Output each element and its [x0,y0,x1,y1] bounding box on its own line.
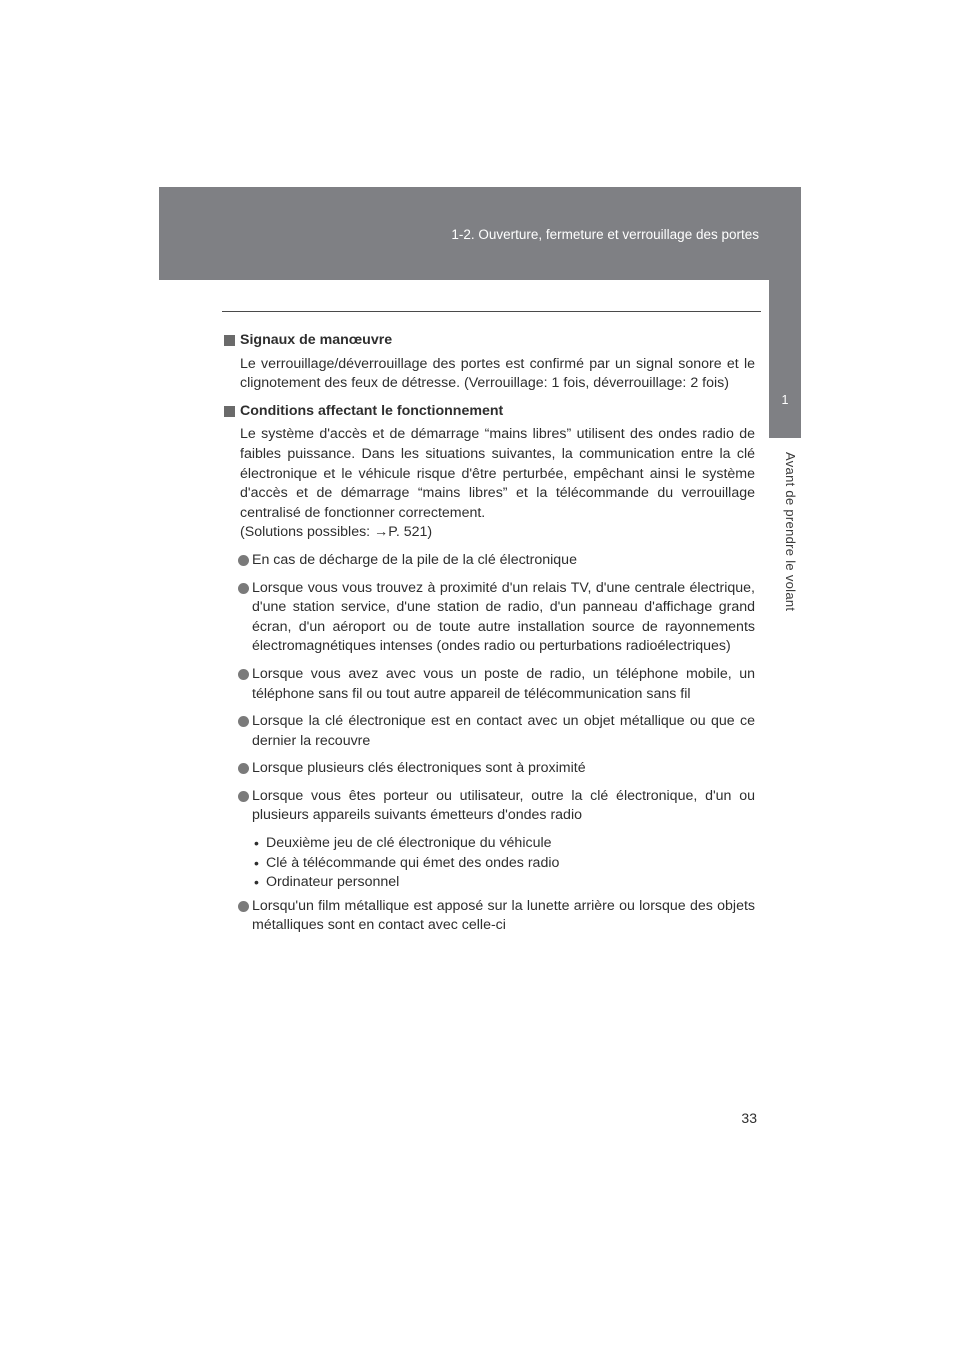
circle-bullet-icon [238,669,249,680]
list-item-text: Lorsqu'un film métallique est apposé sur la lunette arrière ou lorsque des objets métalliques sont en contact avec celle-ci [252,897,755,934]
square-bullet-icon [224,335,235,346]
small-bullet-icon: • [254,835,259,852]
divider [222,311,761,312]
circle-bullet-icon [238,716,249,727]
list-item-text: Lorsque vous avez avec vous un poste de radio, un téléphone mobile, un téléphone sans fil ou tout autre appareil de télécommunication sans fil [252,665,755,702]
circle-bullet-icon [238,583,249,594]
square-bullet-icon [224,406,235,417]
list-item [224,665,755,704]
list-item-text: Lorsque la clé électronique est en contact avec un objet métallique ou que ce dernier la recouvre [252,713,755,749]
chapter-label: Avant de prendre le volant [783,452,798,612]
page-number: 33 [741,1110,757,1126]
page-reference: (Solutions possibles: →P. 521) [240,524,433,541]
chapter-number: 1 [781,393,789,407]
sub-list-item-text: Clé à télécommande qui émet des ondes radio [266,854,560,871]
circle-bullet-icon [238,901,249,912]
list-item-text: En cas de décharge de la pile de la clé électronique [252,551,577,568]
list-item-text: Lorsque vous vous trouvez à proximité d'un relais TV, d'une centrale électrique, d'une station service, d'une station de radio, d'un panneau d'affichage grand écran, d'un aéroport ou de toute autre installation source de rayonnements électromagnétiques intenses (ondes radio ou perturbations radioélectriques) [252,579,755,655]
list-item [224,759,755,779]
section-signals [224,331,755,394]
section-body: Le verrouillage/déverrouillage des portes est confirmé par un signal sonore et le clignotement des feux de détresse. (Verrouillage: 1 fois, déverrouillage: 2 fois) [240,355,755,392]
sub-list-item [224,873,755,893]
small-bullet-icon: • [254,874,259,891]
section-body [224,425,755,543]
small-bullet-icon: • [254,854,259,871]
section-heading-text: Signaux de manœuvre [240,332,393,348]
sub-list-item [224,834,755,854]
section-heading [224,402,755,422]
sub-list-item-text: Deuxième jeu de clé électronique du véhicule [266,835,552,852]
list-item [224,787,755,826]
sub-list-item-text: Ordinateur personnel [266,874,400,891]
section-conditions [224,402,755,543]
list-item-text: Lorsque vous êtes porteur ou utilisateur, outre la clé électronique, d'un ou plusieurs appareils suivants émetteurs d'ondes radio [252,787,755,824]
main-content [224,331,755,936]
sub-list-item [224,854,755,874]
circle-bullet-icon [238,555,249,566]
header-title: 1-2. Ouverture, fermeture et verrouillage des portes [451,227,759,242]
list-item [224,551,755,571]
circle-bullet-icon [238,763,249,774]
side-tab [769,280,801,438]
list-item-text: Lorsque plusieurs clés électroniques sont à proximité [252,760,586,777]
section-heading-text: Conditions affectant le fonctionnement [240,402,504,419]
list-item [224,712,755,751]
circle-bullet-icon [238,791,249,802]
list-item [224,579,755,657]
list-item [224,897,755,936]
sub-list [224,834,755,893]
section-heading [224,331,755,351]
header-band [159,187,801,280]
section-body-text: Le système d'accès et de démarrage “mains libres” utilisent des ondes radio de faibles puissance. Dans les situations suivantes, la communication entre la clé électronique et le véhicule risque d'être perturbée, empêchant ainsi le système d'accès et de démarrage “mains libres” et la télécommande du verrouillage centralisé de fonctionner correctement. [240,426,755,521]
